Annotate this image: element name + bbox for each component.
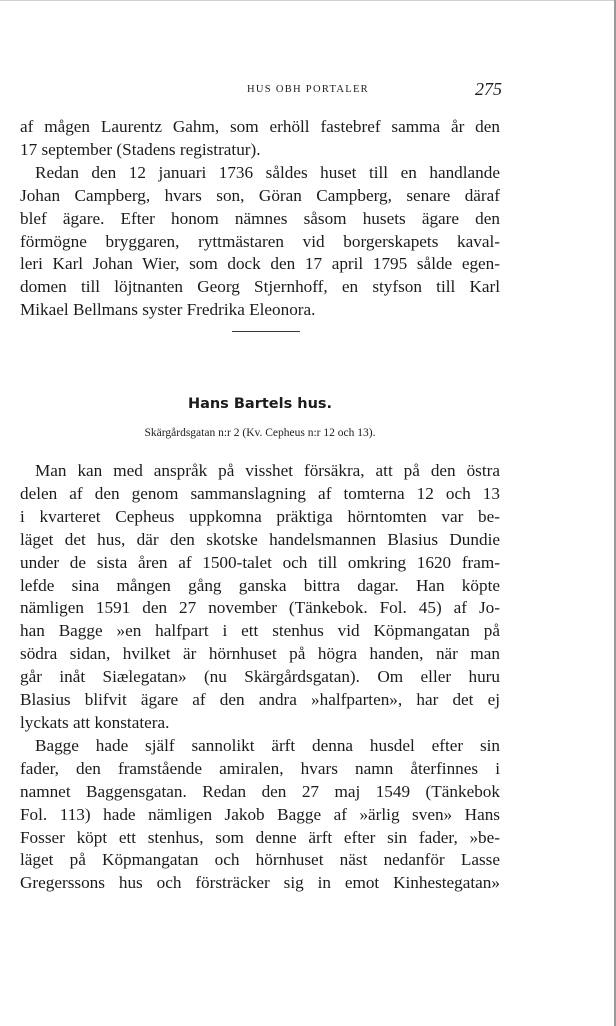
- text-line: Blasius blifvit ägare af den andra »halfparten», har det ej: [20, 690, 500, 710]
- text-line: läget på Köpmangatan och hörnhuset näst nedanför Lasse: [20, 850, 500, 870]
- text-line: 17 september (Stadens registratur).: [20, 139, 261, 159]
- text-line: lyckats att konstatera.: [20, 712, 170, 732]
- text-line: delen af den genom sammanslagning af tomterna 12 och 13: [20, 483, 500, 503]
- section-divider: [232, 331, 300, 332]
- text-line: Man kan med anspråk på visshet försäkra, att på den östra: [35, 461, 500, 480]
- text-line: under de sista åren af 1500-talet och till omkring 1620 fram-: [20, 552, 500, 572]
- text-line: lefde sina mången gång ganska bittra dagar. Han köpte: [20, 575, 500, 595]
- section-heading: Hans Bartels hus.: [187, 396, 333, 412]
- page-top-edge: [0, 0, 616, 1]
- text-line: af mågen Laurentz Gahm, som erhöll fastebref samma år den: [20, 117, 500, 136]
- section-subheading: Skärgårdsgatan n:r 2 (Kv. Cepheus n:r 12 och 13).: [144, 427, 376, 439]
- text-line: blef ägare. Efter honom nämnes såsom husets ägare den: [20, 208, 500, 228]
- text-line: leri Karl Johan Wier, som dock den 17 april 1795 sålde egen-: [20, 254, 500, 274]
- text-line: förmögne bryggaren, ryttmästaren vid borgerskapets kaval-: [20, 231, 500, 251]
- text-line: nämligen 1591 den 27 november (Tänkebok. Fol. 45) af Jo-: [20, 598, 500, 618]
- section-2-text: [20, 460, 500, 895]
- section-1-text: [20, 116, 500, 322]
- text-line: namnet Baggensgatan. Redan den 27 maj 1549 (Tänkebok: [20, 781, 500, 801]
- running-header: [0, 79, 616, 102]
- text-line: domen till löjtnanten Georg Stjernhoff, en styfson till Karl: [20, 277, 500, 297]
- text-line: läget det hus, där den skotske handelsmannen Blasius Dundie: [20, 529, 500, 549]
- text-line: södra sidan, hvilket är hörnhuset på högra handen, när man: [20, 644, 500, 664]
- text-line: i kvarteret Cepheus uppkomna präktiga hörntomten var be-: [20, 506, 500, 526]
- page-number: 275: [475, 79, 502, 99]
- text-line: Johan Campberg, hvars son, Göran Campberg, senare däraf: [20, 185, 500, 205]
- text-line: går inåt Siælegatan» (nu Skärgårdsgatan). Om eller huru: [20, 667, 500, 687]
- text-line: fader, den framstående amiralen, hvars namn återfinnes i: [20, 758, 500, 778]
- running-title: HUS OBH PORTALER: [246, 84, 369, 95]
- text-line: Fol. 113) hade nämligen Jakob Bagge af »ärlig sven» Hans: [20, 804, 500, 824]
- text-line: Redan den 12 januari 1736 såldes huset till en handlande: [35, 162, 500, 182]
- text-line: han Bagge »en halfpart i ett stenhus vid Köpmangatan på: [20, 621, 500, 641]
- text-line: Bagge hade själf sannolikt ärft denna husdel efter sin: [35, 735, 500, 755]
- text-line: Fosser köpt ett stenhus, som denne ärft efter sin fader, »be-: [20, 827, 500, 847]
- text-line: Mikael Bellmans syster Fredrika Eleonora.: [20, 300, 316, 320]
- text-line: Gregerssons hus och försträcker sig in emot Kinhestegatan»: [20, 873, 500, 893]
